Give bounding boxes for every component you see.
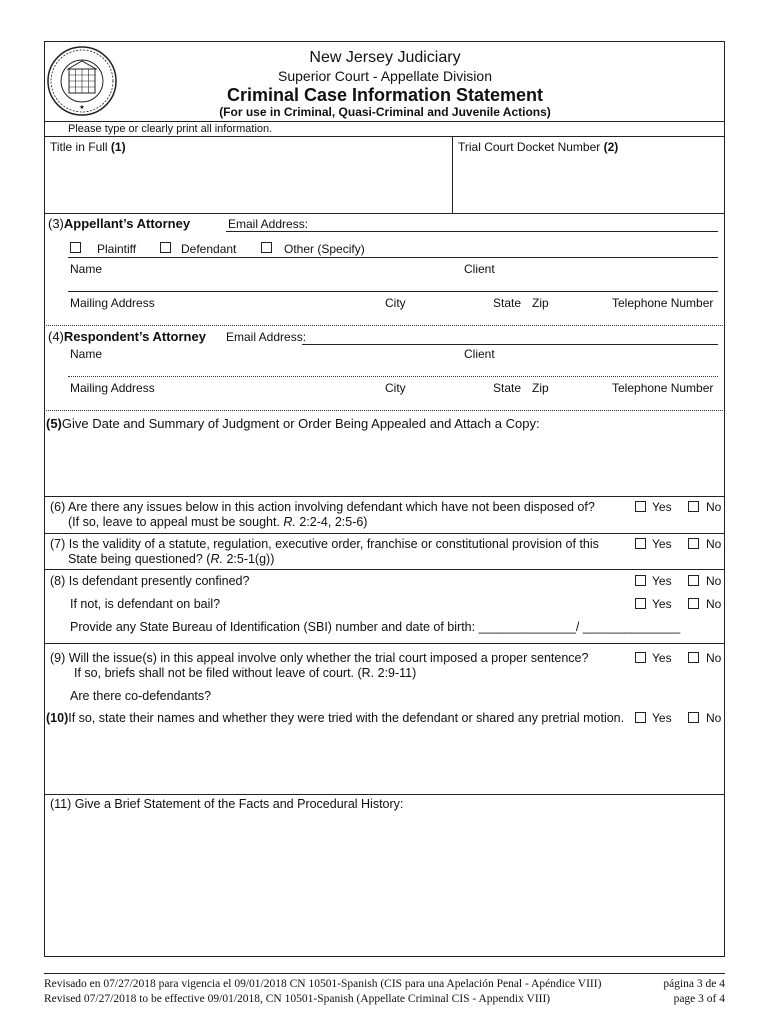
appellant-state-label: State bbox=[493, 296, 522, 310]
q7-yes-label: Yes bbox=[652, 537, 672, 551]
page-number-english: page 3 of 4 bbox=[673, 993, 725, 1005]
title-in-full-field[interactable] bbox=[50, 156, 446, 210]
section-divider-1 bbox=[44, 213, 725, 214]
bail-yes-checkbox[interactable] bbox=[635, 598, 646, 609]
respondent-email-label: Email Address: bbox=[226, 330, 307, 344]
appellant-phone-label: Telephone Number bbox=[612, 296, 714, 310]
title-in-full-label: Title in Full (1) bbox=[50, 140, 126, 154]
q6-no-checkbox[interactable] bbox=[688, 501, 699, 512]
q10-no-label: No bbox=[706, 711, 722, 725]
instruction-text: Please type or clearly print all information. bbox=[68, 123, 273, 135]
section-divider-8 bbox=[44, 794, 725, 795]
judgment-summary-field[interactable] bbox=[50, 434, 720, 494]
respondent-name-label: Name bbox=[70, 347, 103, 361]
docket-divider bbox=[452, 136, 453, 213]
docket-number-field[interactable] bbox=[460, 156, 720, 210]
q7-yes-checkbox[interactable] bbox=[635, 538, 646, 549]
footer-divider bbox=[44, 973, 725, 974]
q7-no-label: No bbox=[706, 537, 722, 551]
appellant-email-label: Email Address: bbox=[228, 217, 309, 231]
header-line2: Superior Court - Appellate Division bbox=[278, 68, 492, 84]
bail-yes-label: Yes bbox=[652, 597, 672, 611]
page-number-spanish: página 3 de 4 bbox=[663, 978, 725, 990]
facts-history-label: (11) Give a Brief Statement of the Facts and Procedural History: bbox=[50, 797, 404, 811]
q10-no-checkbox[interactable] bbox=[688, 712, 699, 723]
section-divider-5 bbox=[44, 533, 725, 534]
q7-no-checkbox[interactable] bbox=[688, 538, 699, 549]
appellant-type-line bbox=[68, 257, 718, 258]
respondent-client-label: Client bbox=[464, 347, 495, 361]
q8-text: (8) Is defendant presently confined? bbox=[50, 574, 250, 588]
appellant-email-field[interactable] bbox=[226, 231, 718, 232]
section-divider-3 bbox=[44, 410, 725, 411]
footer-english: Revised 07/27/2018 to be effective 09/01/2018, CN 10501-Spanish (Appellate Criminal CIS - Appendix VIII) bbox=[44, 993, 551, 1005]
form-title: Criminal Case Information Statement bbox=[226, 85, 544, 105]
q9-yes-checkbox[interactable] bbox=[635, 652, 646, 663]
co-defendants-field[interactable] bbox=[50, 730, 720, 790]
q6-yes-label: Yes bbox=[652, 500, 672, 514]
plaintiff-checkbox[interactable] bbox=[70, 242, 81, 253]
other-specify-checkbox[interactable] bbox=[261, 242, 272, 253]
q6-yes-checkbox[interactable] bbox=[635, 501, 646, 512]
q6-note: (If so, leave to appeal must be sought. R. 2:2-4, 2:5-6) bbox=[68, 515, 368, 529]
header-divider bbox=[44, 121, 725, 122]
q9-text: (9) Will the issue(s) in this appeal involve only whether the trial court imposed a proper sentence? bbox=[50, 651, 589, 665]
q9-no-checkbox[interactable] bbox=[688, 652, 699, 663]
appellant-name-label: Name bbox=[70, 262, 103, 276]
other-specify-label: Other (Specify) bbox=[284, 242, 365, 256]
q9-yes-label: Yes bbox=[652, 651, 672, 665]
respondent-mailing-label: Mailing Address bbox=[70, 381, 155, 395]
appellant-city-label: City bbox=[385, 296, 406, 310]
appellant-zip-label: Zip bbox=[532, 296, 549, 310]
footer-spanish: Revisado en 07/27/2018 para vigencia el 09/01/2018 CN 10501-Spanish (CIS para una Apelación Penal - Apéndice VIII) bbox=[44, 978, 602, 990]
q6-text: (6) Are there any issues below in this action involving defendant which have not been disposed of? bbox=[50, 500, 595, 514]
plaintiff-label: Plaintiff bbox=[97, 242, 137, 256]
respondent-state-label: State bbox=[493, 381, 522, 395]
instruction-divider bbox=[44, 136, 725, 137]
q7-text: (7) Is the validity of a statute, regulation, executive order, franchise or constitutional provision of this bbox=[50, 537, 599, 551]
section-divider-7 bbox=[44, 643, 725, 644]
sbi-number-label: Provide any State Bureau of Identification (SBI) number and date of birth: ______________/ ______________ bbox=[70, 620, 681, 634]
q8-yes-label: Yes bbox=[652, 574, 672, 588]
respondent-email-field[interactable] bbox=[302, 344, 718, 345]
facts-history-field[interactable] bbox=[50, 815, 720, 951]
q9-note: If so, briefs shall not be filed without leave of court. (R. 2:9-11) bbox=[74, 666, 417, 680]
appellant-name-field[interactable] bbox=[68, 291, 718, 292]
svg-text:★: ★ bbox=[79, 105, 85, 111]
q7-note: State being questioned? (R. 2:5-1(g)) bbox=[68, 552, 275, 566]
q10-yes-checkbox[interactable] bbox=[635, 712, 646, 723]
q8-yes-checkbox[interactable] bbox=[635, 575, 646, 586]
respondent-attorney-heading: (4)Respondent’s Attorney bbox=[48, 329, 206, 344]
appellant-client-label: Client bbox=[464, 262, 495, 276]
appellant-attorney-heading: (3)Appellant’s Attorney bbox=[48, 216, 191, 231]
section-divider-2 bbox=[44, 325, 725, 326]
q8-no-checkbox[interactable] bbox=[688, 575, 699, 586]
q8-no-label: No bbox=[706, 574, 722, 588]
docket-number-label: Trial Court Docket Number (2) bbox=[458, 140, 619, 154]
header-line1: New Jersey Judiciary bbox=[309, 49, 461, 66]
bail-no-label: No bbox=[706, 597, 722, 611]
q10-text: (10)If so, state their names and whether they were tried with the defendant or shared any pretrial motion. bbox=[46, 711, 625, 725]
respondent-zip-label: Zip bbox=[532, 381, 549, 395]
respondent-city-label: City bbox=[385, 381, 406, 395]
section-divider-4 bbox=[44, 496, 725, 497]
co-defendants-question: Are there co-defendants? bbox=[70, 689, 212, 703]
judgment-summary-label: (5)Give Date and Summary of Judgment or Order Being Appealed and Attach a Copy: bbox=[46, 416, 540, 431]
defendant-label: Defendant bbox=[181, 242, 237, 256]
bail-no-checkbox[interactable] bbox=[688, 598, 699, 609]
respondent-name-field[interactable] bbox=[68, 376, 718, 377]
respondent-phone-label: Telephone Number bbox=[612, 381, 714, 395]
section-divider-6 bbox=[44, 569, 725, 570]
appellant-mailing-label: Mailing Address bbox=[70, 296, 155, 310]
q10-yes-label: Yes bbox=[652, 711, 672, 725]
form-subtitle: (For use in Criminal, Quasi-Criminal and Juvenile Actions) bbox=[219, 105, 551, 119]
defendant-checkbox[interactable] bbox=[160, 242, 171, 253]
bail-question-text: If not, is defendant on bail? bbox=[70, 597, 221, 611]
q6-no-label: No bbox=[706, 500, 722, 514]
q9-no-label: No bbox=[706, 651, 722, 665]
